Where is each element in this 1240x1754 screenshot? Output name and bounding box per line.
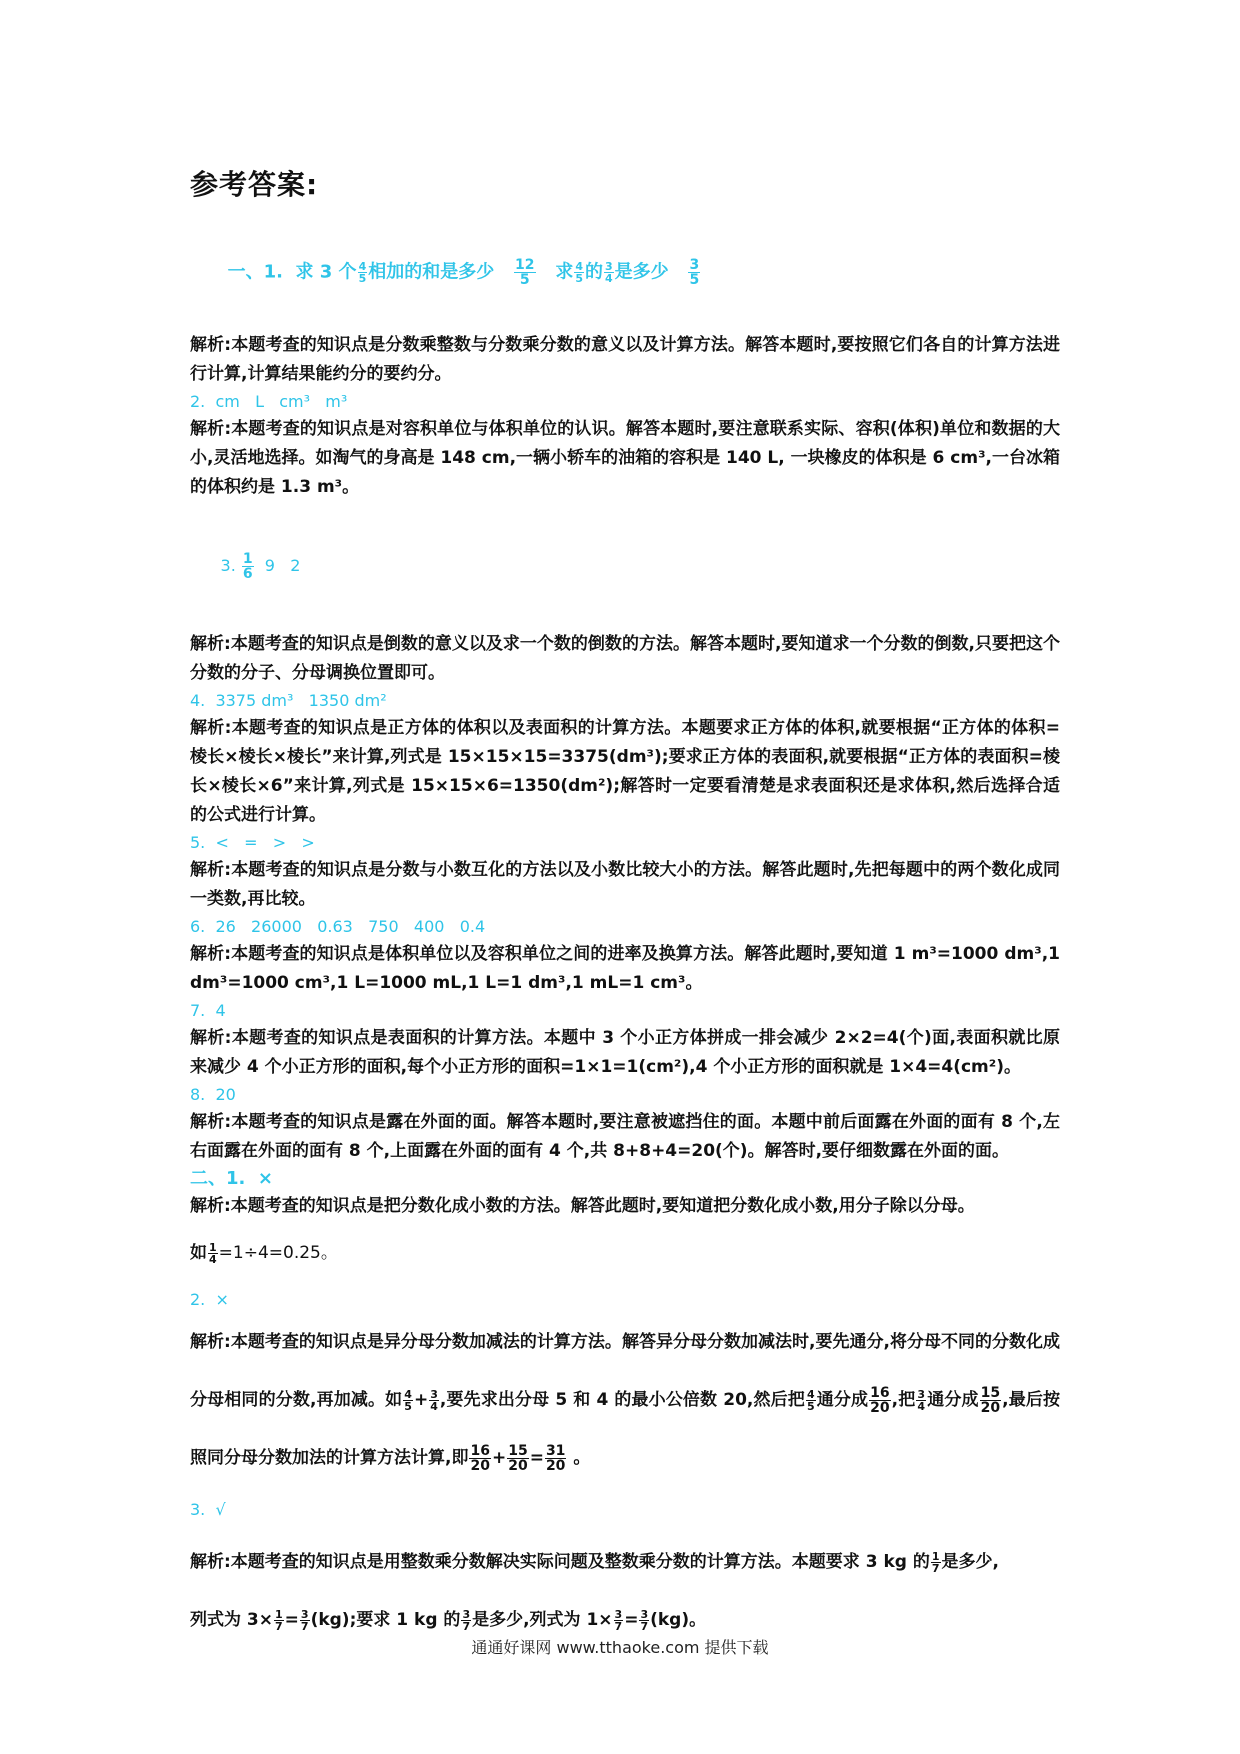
fraction: $\frac{3}{4}$ (430, 1387, 438, 1413)
fraction: $\frac{15}{20}$ (508, 1442, 528, 1474)
explanation-1-3: 解析:本题考查的知识点是倒数的意义以及求一个数的倒数的方法。解答本题时,要知道求一个分数的倒数,只要把这个分数的分子、分母调换位置即可。 (190, 634, 1060, 683)
fraction: $\frac{1}{4}$ (209, 1240, 217, 1266)
fraction: $\frac{16}{20}$ (870, 1384, 890, 1416)
explanation-1-8: 解析:本题考查的知识点是露在外面的面。解答本题时,要注意被遮挡住的面。本题中前后面露在外面的面有 8 个,左右面露在外面的面有 8 个,上面露在外面的面有 4 个,共 8+8+4=20(个)。解答时,要仔细数露在外面的面。 (190, 1112, 1060, 1161)
fraction: $\frac{3}{7}$ (462, 1607, 471, 1633)
fraction: $\frac{4}{5}$ (806, 1387, 815, 1413)
explanation-1-2: 解析:本题考查的知识点是对容积单位与体积单位的认识。解答本题时,要注意联系实际、容积(体积)单位和数据的大小,灵活地选择。如淘气的身高是 148 cm,一辆小轿车的油箱的容积是 140 L, 一块橡皮的体积是 6 cm³,一台冰箱的体积约是 1.3 m³。 (190, 419, 1060, 497)
answer-content (190, 232, 1060, 1649)
fraction: $\frac{3}{4}$ (917, 1387, 926, 1413)
page-title: 参考答案: (190, 168, 319, 201)
explanation-1-6: 解析:本题考查的知识点是体积单位以及容积单位之间的进率及换算方法。解答此题时,要知道 1 m³=1000 dm³,1 dm³=1000 cm³,1 L=1000 mL,1 L=1 dm³,1 mL=1 cm³。 (190, 944, 1060, 993)
answer-1-4: 4. 3375 dm³ 1350 dm² (190, 691, 387, 710)
fraction: $\frac{16}{20}$ (470, 1442, 490, 1474)
fraction: $\frac{3}{7}$ (640, 1607, 649, 1633)
fraction: $\frac{3}{4}$ (604, 260, 613, 285)
explanation-1-4: 解析:本题考查的知识点是正方体的体积以及表面积的计算方法。本题要求正方体的体积,就要根据“正方体的体积=棱长×棱长×棱长”来计算,列式是 15×15×15=3375(dm³);要求正方体的表面积,就要根据“正方体的表面积=棱长×棱长×6”来计算,列式是 15×15×6=1350(dm²);解答时一定要看清楚是求表面积还是求体积,然后选择合适的公式进行计算。 (190, 718, 1060, 825)
answer-1-8: 8. 20 (190, 1085, 236, 1104)
fraction: $\frac{3}{7}$ (300, 1607, 309, 1633)
fraction: $\frac{4}{5}$ (358, 260, 367, 285)
fraction: $\frac{4}{5}$ (575, 260, 583, 285)
answer-2-2: 2. × (190, 1290, 229, 1309)
answer-1-6: 6. 26 26000 0.63 750 400 0.4 (190, 917, 486, 936)
fraction: $\frac{1}{7}$ (931, 1549, 940, 1575)
explanation-2-1-example: 如 $\frac{1}{4}$ =1÷4=0.25。 (190, 1240, 338, 1266)
fraction: $\frac{12}{5}$ (515, 257, 535, 288)
answer-1-5: 5. < = > > (190, 833, 315, 852)
explanation-2-2: 解析:本题考查的知识点是异分母分数加减法的计算方法。解答异分母分数加减法时,要先通分,将分母不同的分数化成分母相同的分数,再加减。如 $\frac{4}{5}$ + $\frac{3}{4}$ ,要先求出分母 5 和 4 的最小公倍数 20,然后把 $\frac{4}{5}$ 通分成 $\frac{16}{20}$ ,把 $\frac{3}{4}$ 通分成 $\frac{15}{20}$ ,最后按照同分母分数加法的计算方法计算,即 $\frac{16}{20}$ + $\frac{15}{20}$ = $\frac{31}{20}$ 。 (190, 1332, 1061, 1474)
fraction: $\frac{31}{20}$ (545, 1442, 566, 1474)
fraction: $\frac{15}{20}$ (980, 1384, 1001, 1416)
answer-1-1: 一、1. 求 3 个 $\frac{4}{5}$ 相加的和是多少 $\frac{12}{5}$ 求 $\frac{4}{5}$ 的 $\frac{3}{4}$ 是多少 $\frac{3}{5}$ (227, 257, 700, 288)
explanation-2-3: 解析:本题考查的知识点是用整数乘分数解决实际问题及整数乘分数的计算方法。本题要求 3 kg 的 $\frac{1}{7}$ 是多少, 列式为 3× $\frac{1}{7}$ = $\frac{3}{7}$ (kg);要求 1 kg 的 $\frac{3}{7}$ 是多少,列式为 1× $\frac{3}{7}$ = $\frac{3}{7}$ (kg)。 (190, 1549, 999, 1633)
page-footer: 通通好课网 www.tthaoke.com 提供下载 (471, 1638, 769, 1657)
fraction: $\frac{3}{7}$ (614, 1607, 623, 1633)
fraction: $\frac{4}{5}$ (404, 1387, 412, 1413)
explanation-1-7: 解析:本题考查的知识点是表面积的计算方法。本题中 3 个小正方体拼成一排会减少 2×2=4(个)面,表面积就比原来减少 4 个小正方形的面积,每个小正方形的面积=1×1=1(cm²),4 个小正方形的面积就是 1×4=4(cm²)。 (190, 1028, 1060, 1077)
fraction: $\frac{1}{7}$ (275, 1607, 283, 1633)
explanation-1-5: 解析:本题考查的知识点是分数与小数互化的方法以及小数比较大小的方法。解答此题时,先把每题中的两个数化成同一类数,再比较。 (190, 860, 1060, 909)
explanation-2-1: 解析:本题考查的知识点是把分数化成小数的方法。解答此题时,要知道把分数化成小数,用分子除以分母。 (190, 1196, 975, 1216)
answer-1-3: 3. $\frac{1}{6}$ 9 2 (220, 551, 301, 582)
fraction: $\frac{3}{5}$ (689, 257, 700, 288)
answer-1-7: 7. 4 (190, 1001, 226, 1020)
answer-1-2: 2. cm L cm³ m³ (190, 392, 348, 411)
answer-2-1: 二、1. × (190, 1168, 273, 1189)
fraction: $\frac{1}{6}$ (242, 551, 253, 582)
answer-2-3: 3. √ (190, 1500, 226, 1519)
explanation-1-1: 解析:本题考查的知识点是分数乘整数与分数乘分数的意义以及计算方法。解答本题时,要按照它们各自的计算方法进行计算,计算结果能约分的要约分。 (190, 335, 1060, 384)
